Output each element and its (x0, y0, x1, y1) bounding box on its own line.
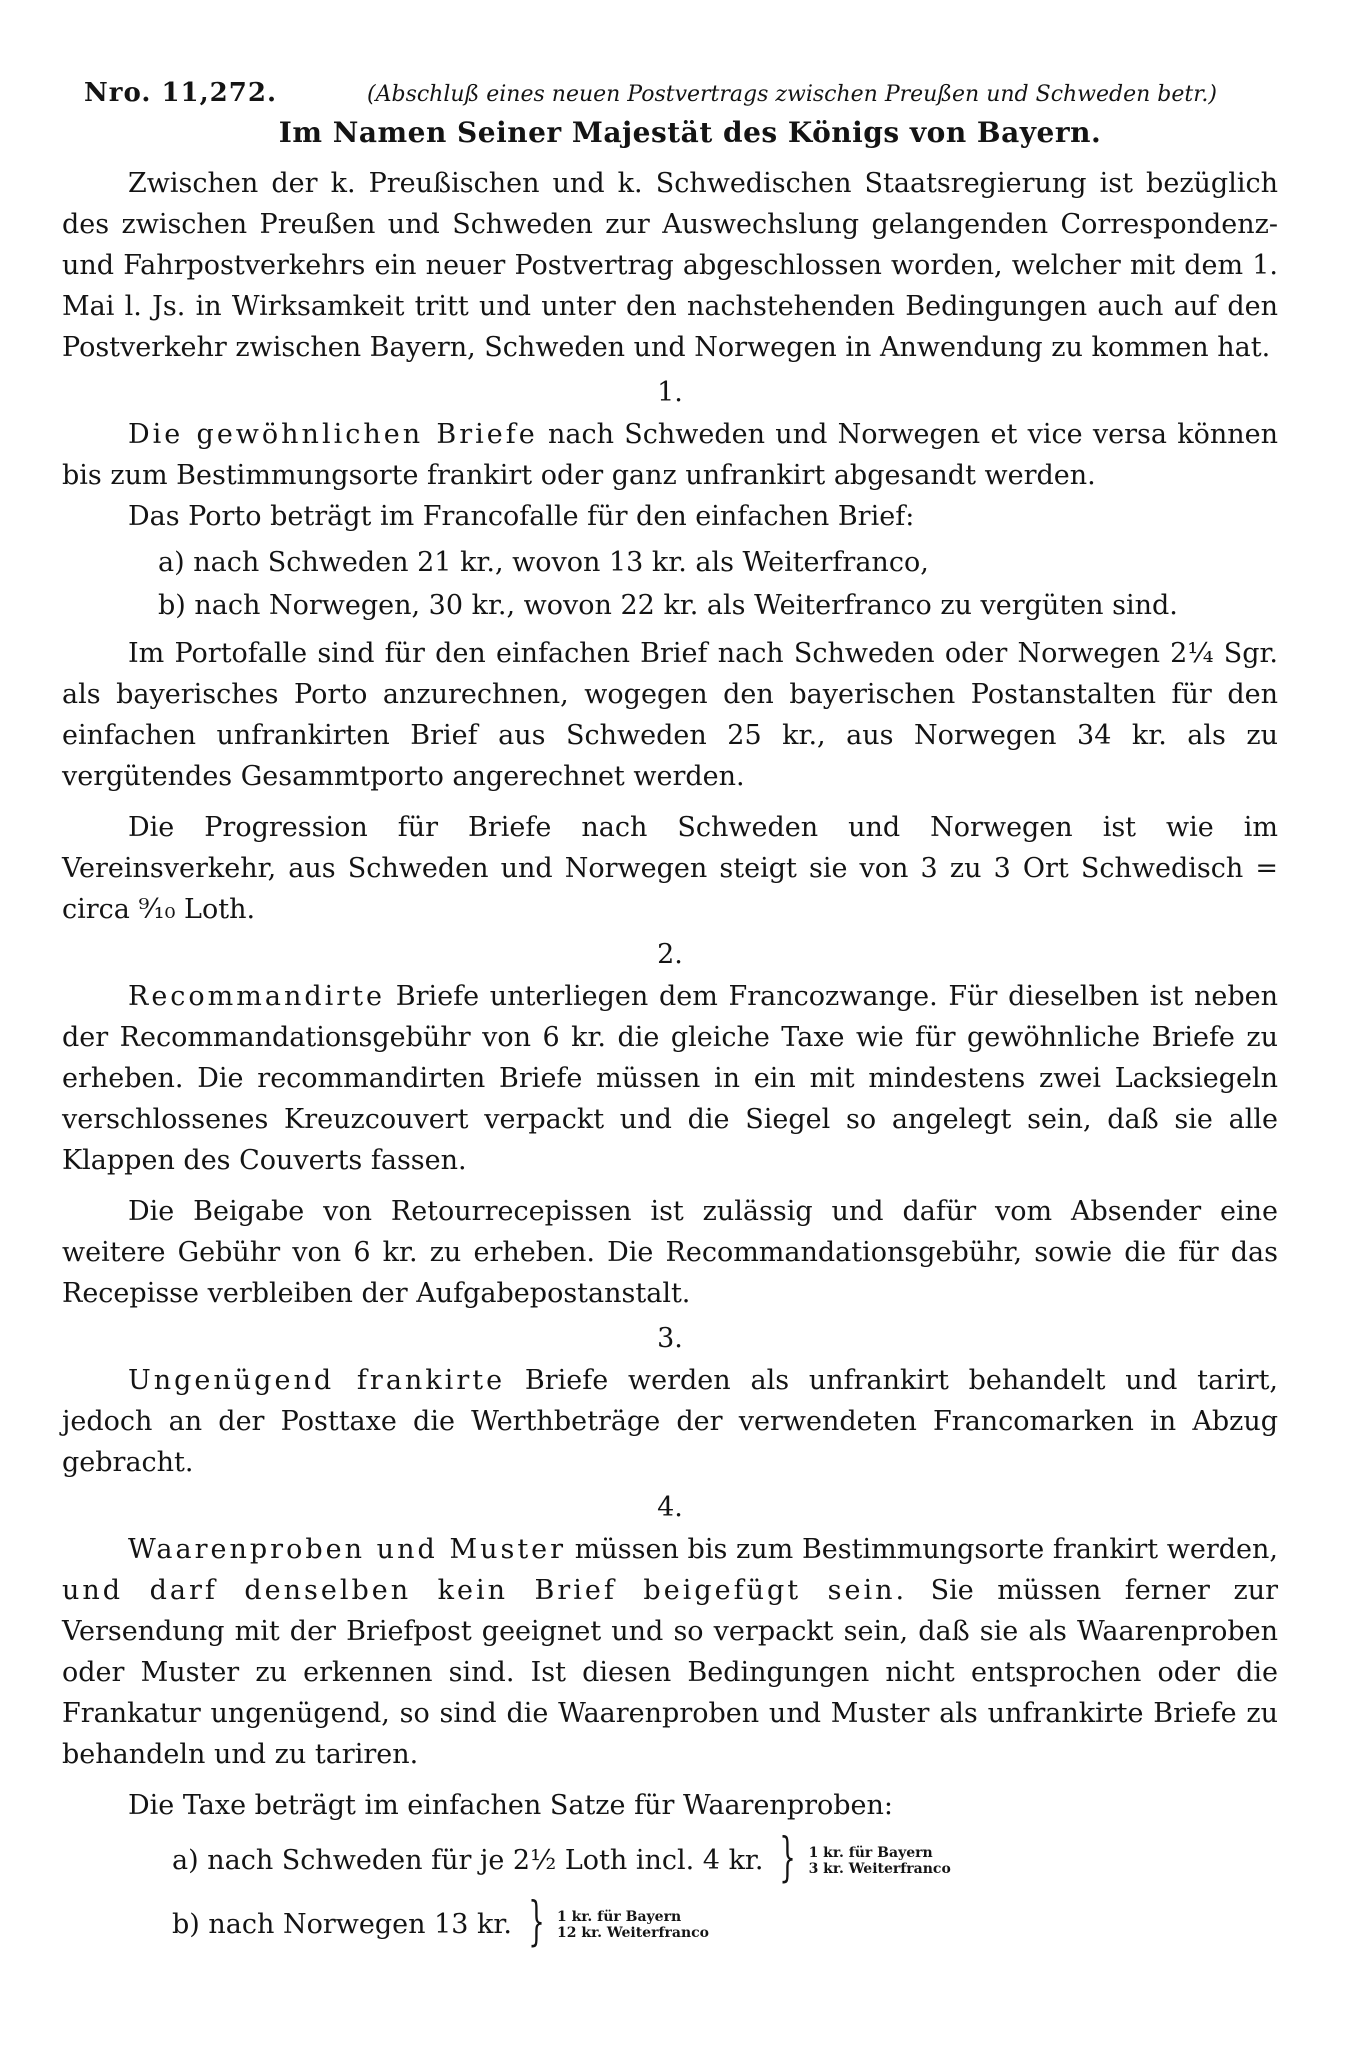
section-2-number: 2. (657, 939, 683, 970)
section-1-spaced-term: Die gewöhnlichen Briefe (128, 419, 538, 450)
document-header (84, 78, 1278, 108)
section-4-paragraph-1-mid: müssen bis zum Bestimmungsorte frankirt werden, (566, 1534, 1279, 1565)
intro-paragraph: Zwischen der k. Preußischen und k. Schwedischen Staatsregierung ist bezüglich des zwischen Preußen und Schweden zur Auswechslung gelangenden Correspondenz- und Fahrpostverkehrs ein neuer Postvertrag abgeschlossen worden, welcher mit dem 1. Mai l. Js. in Wirksamkeit tritt und unter den nachstehenden Bedingungen auch auf den Postverkehr zwischen Bayern, Schweden und Norwegen in Anwendung zu kommen hat. (62, 168, 1278, 363)
section-4-paragraph-2: Die Taxe beträgt im einfachen Satze für Waarenproben: (128, 1790, 894, 1821)
section-2-paragraph-1-text: Briefe unterliegen dem Francozwange. Für dieselben ist neben der Recommandationsgebühr von 6 kr. die gleiche Taxe wie für gewöhnliche Briefe zu erheben. Die recommandirten Briefe müssen in ein mit mindestens zwei Lacksiegeln verschlossenes Kreuzcouvert verpackt und die Siegel so angelegt sein, daß sie alle Klappen des Couverts fassen. (62, 981, 1278, 1176)
section-1-number: 1. (657, 377, 683, 408)
section-4-item-b-text: b) nach Norwegen 13 kr. (172, 1909, 512, 1940)
document-heading: Im Namen Seiner Majestät des Königs von Bayern. (278, 116, 1102, 149)
section-2-paragraph-1 (62, 976, 1278, 1181)
section-4-item-b-note-1: 1 kr. für Bayern (557, 1909, 682, 1925)
section-1-paragraph-3: Im Portofalle sind für den einfachen Brief nach Schweden oder Norwegen 2¼ Sgr. als bayerisches Porto anzurechnen, wogegen den bayerischen Postanstalten für den einfachen unfrankirten Brief aus Schweden 25 kr., aus Norwegen 34 kr. als zu vergütendes Gesammtporto angerechnet werden. (62, 638, 1278, 792)
section-4-item-b (172, 1892, 1278, 1954)
section-4-paragraph-1-text: Sie müssen ferner zur Versendung mit der Briefpost geeignet und so verpackt sein, daß sie als Waarenproben oder Muster zu erkennen sind. Ist diesen Bedingungen nicht entsprochen oder die Frankatur ungenügend, so sind die Waarenproben und Muster als unfrankirte Briefe zu behandeln und zu tariren. (62, 1575, 1278, 1770)
section-3-number: 3. (657, 1323, 683, 1354)
section-4-item-a-text: a) nach Schweden für je 2½ Loth incl. 4 kr. (172, 1845, 764, 1876)
section-4-item-a (172, 1828, 1278, 1890)
section-4-item-b-notes (557, 1909, 709, 1941)
section-1-item-b: b) nach Norwegen, 30 kr., wovon 22 kr. als Weiterfranco zu vergüten sind. (158, 590, 1178, 621)
section-1-paragraph-4: Die Progression für Briefe nach Schweden und Norwegen ist wie im Vereinsverkehr, aus Schweden und Norwegen steigt sie von 3 zu 3 Ort Schwedisch = circa ⁹⁄₁₀ Loth. (62, 812, 1278, 925)
section-1-paragraph-1 (62, 414, 1278, 496)
section-2-paragraph-2: Die Beigabe von Retourrecepissen ist zulässig und dafür vom Absender eine weitere Gebühr von 6 kr. zu erheben. Die Recommandationsgebühr, sowie die für das Recepisse verbleiben der Aufgabepostanstalt. (62, 1196, 1278, 1309)
brace-icon: } (528, 1892, 545, 1952)
section-4-number: 4. (657, 1492, 683, 1523)
section-4-item-a-notes (809, 1845, 951, 1877)
section-4-spaced-term-2: und darf denselben kein Brief beigefügt sein. (62, 1575, 908, 1606)
section-4-item-b-note-2: 12 kr. Weiterfranco (557, 1925, 709, 1941)
section-2-spaced-term: Recommandirte (128, 981, 386, 1012)
section-1-paragraph-2: Das Porto beträgt im Francofalle für den einfachen Brief: (128, 501, 915, 532)
section-3-paragraph-1 (62, 1360, 1278, 1483)
document-number: Nro. 11,272. (84, 78, 278, 108)
section-1-item-a: a) nach Schweden 21 kr., wovon 13 kr. als Weiterfranco, (158, 547, 929, 578)
section-4-paragraph-1 (62, 1529, 1278, 1775)
section-1-paragraph-1-text: nach Schweden und Norwegen et vice versa können bis zum Bestimmungsorte frankirt oder ganz unfrankirt abgesandt werden. (62, 419, 1278, 491)
brace-icon: } (779, 1828, 797, 1888)
section-1-list (158, 541, 1278, 627)
section-4-item-a-note-1: 1 kr. für Bayern (808, 1845, 933, 1861)
document-subject: (Abschluß eines neuen Postvertrags zwischen Preußen und Schweden betr.) (367, 82, 1217, 107)
section-4-item-a-note-2: 3 kr. Weiterfranco (808, 1861, 951, 1877)
section-3-spaced-term: Ungenügend frankirte (128, 1365, 506, 1396)
section-3-paragraph-1-text: Briefe werden als unfrankirt behandelt und tarirt, jedoch an der Posttaxe die Werthbeträge der verwendeten Francomarken in Abzug gebracht. (62, 1365, 1279, 1478)
section-4-spaced-term-1: Waarenproben und Muster (128, 1534, 567, 1565)
